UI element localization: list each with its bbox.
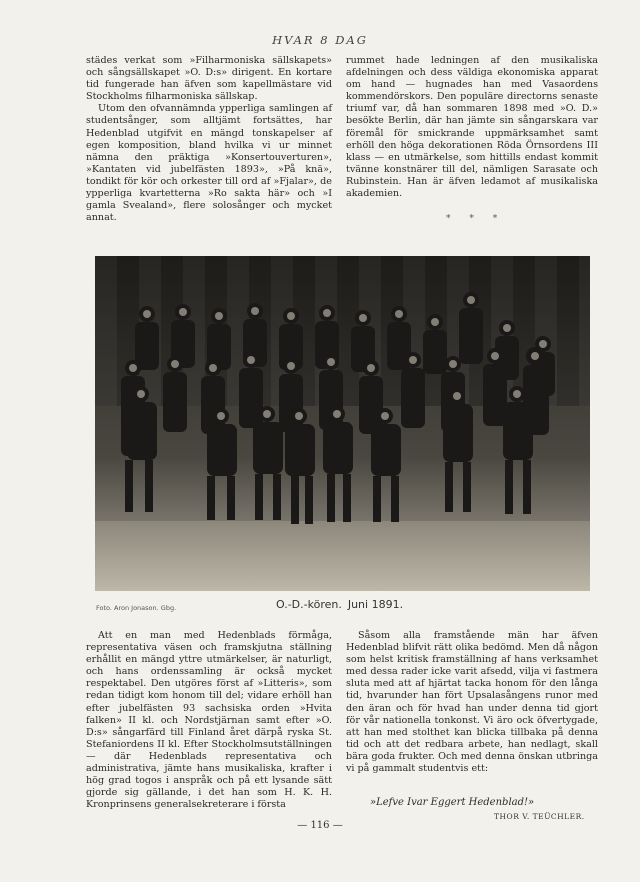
paragraph: rummet hade ledningen af den musikaliska afdelningen och dess väldiga ekonomiska apparat om hand — hugnades han med Vasaordens kommendörskors. Den populäre directorns senaste triumf var, då han sommaren 1898 med »O. D.» besökte Berlin, där han jämte sin sångarskara var föremål för smickrande uppmärksamhet samt erhöll den höga dekorationen Röda Örnsordens III klass — en utmärkelse, som hittills endast kommit tvänne konstnärer till del, nämligen Sarasate och Rubinstein. Han är äfven ledamot af musikaliska akademien. <box>346 55 598 200</box>
closing-toast: »Lefve Ivar Eggert Hedenblad!» <box>370 797 535 808</box>
article-column-bottom-right <box>346 630 598 775</box>
running-head: HVAR 8 DAG <box>272 33 368 47</box>
caption-date: Juni 1891. <box>347 598 404 611</box>
paragraph: Utom den ofvannämnda ypperliga samlingen af studentsånger, som alltjämt fortsättes, har Hedenblad utgifvit en mängd tonskapelser af egen komposition, bland hvilka vi ur minnet nämna den präktiga »Konsertouverturen», »Kantaten vid jubelfästen 1893», »På knä», tondikt för kör och orkester till ord af »Fjalar», de ypperliga kvartetterna »Ro sakta här» och »I gamla Svealand», flere solosånger och mycket annat. <box>86 103 332 224</box>
paragraph: Såsom alla framstående män har äfven Hedenblad blifvit rätt olika bedömd. Men då någon som helst kritisk framställning af hans verksamhet med dessa rader icke varit afsedd, vilja vi fastmera sluta med att af hjärtat tacka honom för den långa tid, hvarunder han fört Upsalasångens runor med den äran och för hvad han under denna tid gjort för vår nationella tonkonst. Vi äro ock öfvertygade, att han med stolthet kan blicka tillbaka på denna tid och att det redbara arbete, han nedlagt, skall bära goda frukter. Och med denna önskan utbringa vi på gammalt studentvis ett: <box>346 630 598 775</box>
caption-title: O.-D.-kören. <box>276 598 342 611</box>
section-ornament: * * * <box>446 214 506 224</box>
photo-caption <box>276 598 403 611</box>
article-column-top-right <box>346 55 598 200</box>
page-number: — 116 — <box>297 820 343 831</box>
author-signature: THOR V. TEÜCHLER. <box>494 812 585 821</box>
article-column-bottom-left <box>86 630 332 811</box>
paragraph: Att en man med Hedenblads förmåga, representativa väsen och framskjutna ställning erhållit en mängd yttre utmärkelser, är naturligt, och hans ordenssamling är också mycket respektabel. Den utgöres först af »Litteris», som redan tidigt kom honom till del; vidare erhöll han efter jubelfästen 93 sachsiska orden »Hvita falken» II kl. och Nordstjärnan samt efter »O. D:s» sångarfärd till Finland året därpå ryska St. Stefaniordens II kl. Efter Stockholmsutställningen — där Hedenblads representativa och administrativa, jämte hans musikaliska, krafter i hög grad togos i anspråk och på ett lysande sätt gjorde sig gällande, i det han som H. K. H. Kronprinsens generalsekreterare i första <box>86 630 332 811</box>
photo-credit: Foto. Aron Jonason. Gbg. <box>96 604 177 612</box>
group-photograph <box>95 256 590 591</box>
article-column-top-left <box>86 55 332 224</box>
choir-figures <box>95 256 590 591</box>
paragraph: städes verkat som »Filharmoniska sällskapets» och sångsällskapet »O. D:s» dirigent. En kortare tid fungerade han äfven som kapellmästare vid Stockholms filharmoniska sällskap. <box>86 55 332 103</box>
